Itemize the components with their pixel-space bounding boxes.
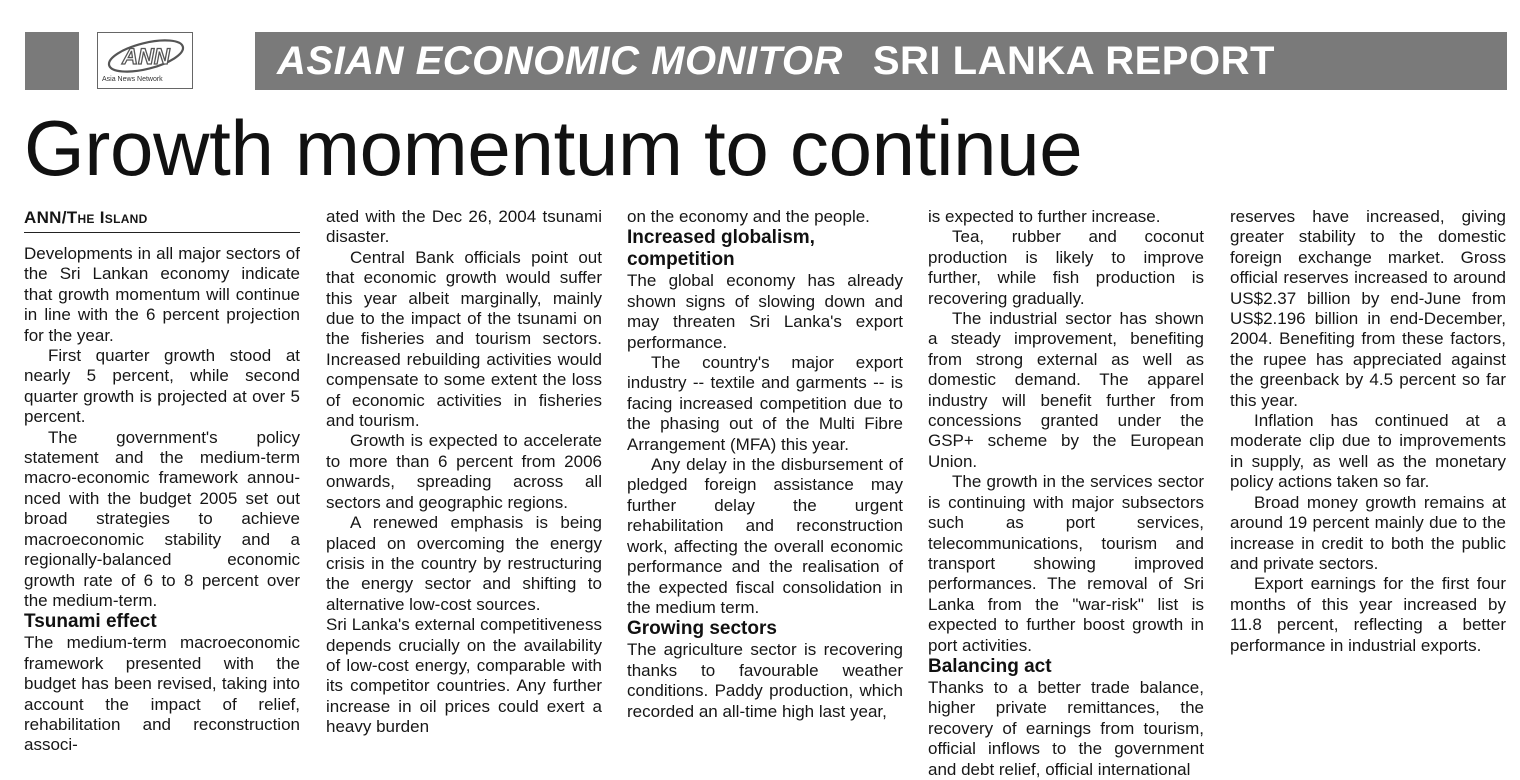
paragraph: The agriculture sector is recovering thanks to favourable weather conditions. Paddy production, which recorded an all-time high last year, xyxy=(627,640,903,721)
article-column-1 xyxy=(24,207,300,753)
article-headline: Growth momentum to continue xyxy=(24,104,1083,192)
ann-logo-mark-icon xyxy=(104,37,188,75)
paragraph: The country's major export industry -- textile and garments -- is facing increased competition due to the phasing out of the Multi Fibre Arrangement (MFA) this year. xyxy=(627,353,903,454)
column-body xyxy=(24,244,300,756)
masthead-banner xyxy=(255,32,1507,90)
paragraph: reserves have increased, giving greater stability to the domestic foreign exchange market. Gross official reserves increased to around US$2.37 billion by end-June from US$2.196 billion in end-December, 2004. Benefiting from these factors, the rupee has appreciated against the greenback by 4.5 percent so far this year. xyxy=(1230,207,1506,410)
paragraph: The medium-term macroeconomic framework presented with the budget has been revised, taking into account the impact of relief, rehabilitation and reconstruction associ- xyxy=(24,633,300,755)
article-column-5 xyxy=(1230,207,1506,753)
paragraph: Central Bank officials point out that economic growth would suffer this year albeit marginally, mainly due to the impact of the tsunami on the fisheries and tourism sectors. Increased rebuilding activities would compensate to some extent the loss of economic activities in fisheries and tourism. xyxy=(326,247,602,431)
byline xyxy=(24,207,300,233)
paragraph: Growth is expected to accelerate to more than 6 percent from 2006 onwards, spreading across all sectors and geographic regions. xyxy=(326,431,602,512)
logo-text: ANN xyxy=(122,44,170,69)
masthead-gray-block xyxy=(25,32,79,90)
column-body xyxy=(627,207,903,722)
article-column-2 xyxy=(326,207,602,753)
ann-logo xyxy=(97,32,193,89)
section-heading: Tsunami effect xyxy=(24,611,157,633)
paragraph: Inflation has continued at a moderate clip due to improvements in supply, as well as the monetary policy actions taken so far. xyxy=(1230,411,1506,492)
banner-subtitle: SRI LANKA REPORT xyxy=(872,39,1275,83)
paragraph: Developments in all major sectors of the Sri Lankan economy indicate that growth momentum will continue in line with the 6 percent projection for the year. xyxy=(24,244,300,345)
paragraph: Export earnings for the first four months of this year increased by 11.8 percent, reflecting a better performance in industrial exports. xyxy=(1230,574,1506,655)
paragraph: The global economy has already shown signs of slowing down and may threaten Sri Lanka's export performance. xyxy=(627,271,903,352)
article-column-4 xyxy=(928,207,1204,779)
logo-subtext: Asia News Network xyxy=(102,76,163,83)
paragraph: Thanks to a better trade balance, higher private remittances, the recovery of earnings from tourism, official inflows to the government and debt relief, official international xyxy=(928,677,1204,779)
paragraph: on the economy and the people. xyxy=(627,207,870,226)
paragraph: First quarter growth stood at nearly 5 percent, while second quarter growth is projected at over 5 percent. xyxy=(24,346,300,427)
paragraph: Sri Lanka's external competitiveness depends crucially on the availability of low-cost energy, comparable with its competitor countries. Any further increase in oil prices could exert a heavy burden xyxy=(326,615,602,737)
section-heading: Increased globalism, competition xyxy=(627,227,815,271)
paragraph: is expected to further increase. xyxy=(928,207,1161,226)
column-body xyxy=(928,207,1204,780)
banner-title: ASIAN ECONOMIC MONITOR xyxy=(277,39,843,83)
paragraph: The growth in the services sector is continuing with major subsectors such as port services, telecommunications, tourism and transport showing improved performances. The removal of Sri Lanka from the "war-risk" list is expected to further boost growth in port activities. xyxy=(928,472,1204,655)
paragraph: Any delay in the disbursement of pledged foreign assistance may further delay the urgent rehabilitation and reconstruction work, affecting the overall economic performance and the realisation of the expected fiscal consolidation in the medium term. xyxy=(627,455,903,617)
paragraph: ated with the Dec 26, 2004 tsunami disaster. xyxy=(326,207,602,247)
column-body xyxy=(1230,207,1506,656)
article-column-3 xyxy=(627,207,903,753)
section-heading: Balancing act xyxy=(928,655,1052,677)
byline-source: The Island xyxy=(66,208,148,227)
paragraph: Tea, rubber and coconut production is likely to improve further, while fish production is recovering gradually. xyxy=(928,227,1204,308)
paragraph: A renewed emphasis is being placed on overcoming the energy crisis in the country by restructuring the energy sector and shifting to alternative low-cost sources. xyxy=(326,513,602,614)
paragraph: Broad money growth remains at around 19 percent mainly due to the increase in credit to both the public and private sectors. xyxy=(1230,492,1506,573)
paragraph: The government's policy statement and the medium-term macro-economic framework annou-nced with the budget 2005 set out broad strategies to achieve macroeconomic stability and a regionally-balanced economic growth rate of 6 to 8 percent over the medium-term. xyxy=(24,427,300,610)
column-body xyxy=(326,207,602,738)
section-heading: Growing sectors xyxy=(627,618,777,640)
paragraph: The industrial sector has shown a steady improvement, benefiting from strong external as well as domestic demand. The apparel industry will benefit further from concessions granted under the GSP+ scheme by the European Union. xyxy=(928,309,1204,471)
byline-prefix: ANN/ xyxy=(24,208,67,227)
